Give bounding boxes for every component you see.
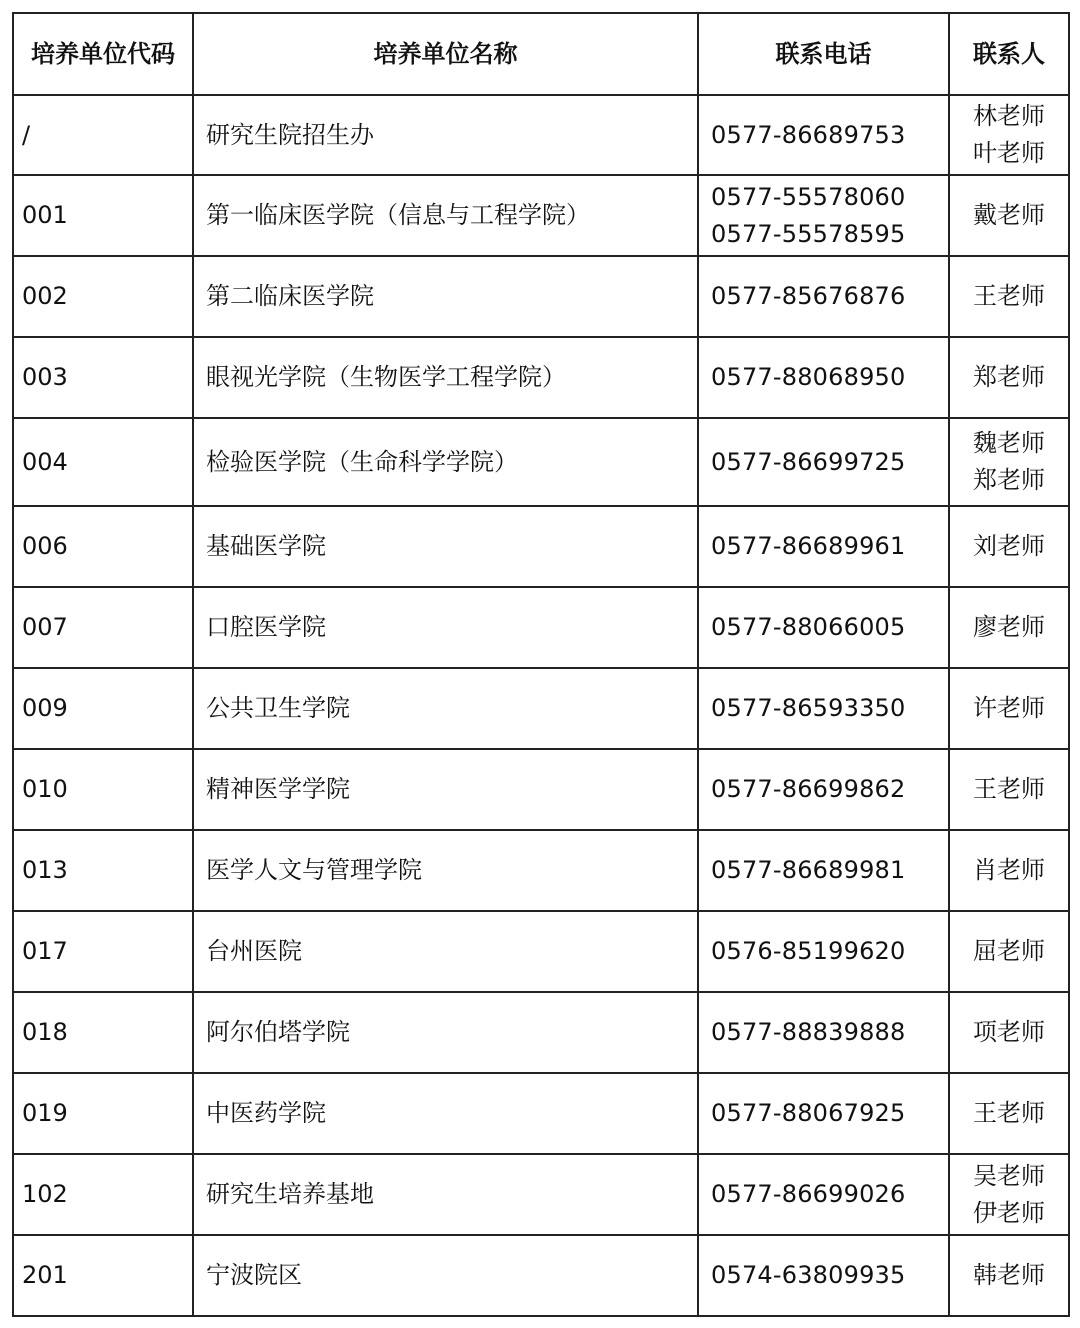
contact-person-name: 韩老师 [973, 1261, 1045, 1289]
unit-code-cell: 004 [13, 418, 193, 506]
contact-person-name: 魏老师 [973, 429, 1045, 457]
table-row [13, 337, 1069, 418]
phone-number: 0577-86689753 [711, 120, 906, 149]
contact-person-name: 林老师 [973, 102, 1045, 130]
phone-cell [698, 1154, 949, 1235]
unit-code-cell: / [13, 95, 193, 175]
contact-person-cell [949, 506, 1069, 587]
unit-name-cell: 公共卫生学院 [193, 668, 698, 749]
unit-code-cell: 013 [13, 830, 193, 911]
contact-person-name: 伊老师 [973, 1198, 1045, 1227]
unit-code-cell: 010 [13, 749, 193, 830]
table-row [13, 668, 1069, 749]
contact-person-name: 王老师 [973, 1099, 1045, 1127]
phone-cell [698, 418, 949, 506]
unit-name-cell: 研究生培养基地 [193, 1154, 698, 1235]
contact-person-name: 叶老师 [973, 139, 1045, 167]
contact-person-cell [949, 256, 1069, 337]
contact-table [12, 12, 1070, 1317]
unit-code-cell: 006 [13, 506, 193, 587]
table-row [13, 1154, 1069, 1235]
phone-number: 0577-86689981 [711, 856, 906, 884]
contact-person-cell [949, 418, 1069, 506]
table-body [13, 95, 1069, 1316]
phone-number: 0577-86699725 [711, 447, 906, 476]
unit-name-cell: 眼视光学院（生物医学工程学院） [193, 337, 698, 418]
header-phone: 联系电话 [698, 13, 949, 95]
phone-number: 0577-88067925 [711, 1099, 906, 1127]
unit-code-cell: 002 [13, 256, 193, 337]
unit-name-cell: 精神医学学院 [193, 749, 698, 830]
phone-cell [698, 1235, 949, 1316]
table-row [13, 830, 1069, 911]
table-row [13, 175, 1069, 256]
contact-person-name: 屈老师 [973, 937, 1045, 965]
contact-person-name: 郑老师 [973, 363, 1045, 391]
contact-person-cell [949, 175, 1069, 256]
phone-cell [698, 175, 949, 256]
contact-person-cell [949, 1154, 1069, 1235]
header-unit-name: 培养单位名称 [193, 13, 698, 95]
unit-code-cell: 009 [13, 668, 193, 749]
table-row [13, 1073, 1069, 1154]
contact-person-cell [949, 337, 1069, 418]
phone-number: 0577-88066005 [711, 613, 906, 641]
unit-name-cell: 宁波院区 [193, 1235, 698, 1316]
contact-person-name: 吴老师 [973, 1161, 1045, 1190]
table-row [13, 587, 1069, 668]
phone-number: 0577-88839888 [711, 1018, 906, 1046]
contact-person-name: 肖老师 [973, 856, 1045, 884]
table-row [13, 506, 1069, 587]
unit-name-cell: 阿尔伯塔学院 [193, 992, 698, 1073]
phone-cell [698, 830, 949, 911]
contact-person-name: 刘老师 [973, 532, 1045, 560]
contact-person-name: 王老师 [973, 775, 1045, 803]
phone-number: 0577-85676876 [711, 282, 906, 310]
phone-cell [698, 911, 949, 992]
contact-person-cell [949, 992, 1069, 1073]
contact-person-name: 项老师 [973, 1018, 1045, 1046]
unit-name-cell: 第二临床医学院 [193, 256, 698, 337]
phone-cell [698, 256, 949, 337]
contact-person-name: 郑老师 [973, 466, 1045, 494]
phone-number: 0576-85199620 [711, 937, 906, 965]
phone-cell [698, 587, 949, 668]
table-header-row [13, 13, 1069, 95]
unit-code-cell: 201 [13, 1235, 193, 1316]
contact-person-cell [949, 911, 1069, 992]
table-row [13, 418, 1069, 506]
phone-number: 0577-86593350 [711, 694, 906, 722]
phone-cell [698, 1073, 949, 1154]
table-row [13, 992, 1069, 1073]
contact-person-cell [949, 749, 1069, 830]
unit-name-cell: 基础医学院 [193, 506, 698, 587]
phone-cell [698, 506, 949, 587]
unit-code-cell: 017 [13, 911, 193, 992]
phone-number: 0574-63809935 [711, 1261, 906, 1289]
phone-cell [698, 337, 949, 418]
unit-code-cell: 003 [13, 337, 193, 418]
header-unit-code: 培养单位代码 [13, 13, 193, 95]
unit-name-cell: 口腔医学院 [193, 587, 698, 668]
contact-person-cell [949, 95, 1069, 175]
phone-cell [698, 668, 949, 749]
unit-code-cell: 102 [13, 1154, 193, 1235]
contact-person-cell [949, 668, 1069, 749]
table-row [13, 1235, 1069, 1316]
phone-cell [698, 992, 949, 1073]
unit-name-cell: 研究生院招生办 [193, 95, 698, 175]
phone-number: 0577-86689961 [711, 532, 906, 560]
phone-number: 0577-55578060 [711, 182, 906, 211]
contact-person-name: 廖老师 [973, 613, 1045, 641]
contact-person-cell [949, 830, 1069, 911]
unit-name-cell: 台州医院 [193, 911, 698, 992]
unit-name-cell: 中医药学院 [193, 1073, 698, 1154]
table-row [13, 749, 1069, 830]
phone-number: 0577-55578595 [711, 219, 906, 248]
table-row [13, 256, 1069, 337]
unit-name-cell: 医学人文与管理学院 [193, 830, 698, 911]
contact-person-cell [949, 587, 1069, 668]
contact-person-cell [949, 1073, 1069, 1154]
unit-name-cell: 第一临床医学院（信息与工程学院） [193, 175, 698, 256]
phone-cell [698, 749, 949, 830]
phone-number: 0577-86699026 [711, 1180, 906, 1208]
unit-name-cell: 检验医学院（生命科学学院） [193, 418, 698, 506]
contact-person-name: 王老师 [973, 282, 1045, 310]
unit-code-cell: 001 [13, 175, 193, 256]
phone-cell [698, 95, 949, 175]
contact-person-name: 戴老师 [973, 201, 1045, 229]
header-contact-person: 联系人 [949, 13, 1069, 95]
contact-person-cell [949, 1235, 1069, 1316]
unit-code-cell: 019 [13, 1073, 193, 1154]
phone-number: 0577-86699862 [711, 775, 906, 803]
table-row [13, 911, 1069, 992]
unit-code-cell: 007 [13, 587, 193, 668]
contact-person-name: 许老师 [973, 694, 1045, 722]
table-row [13, 95, 1069, 175]
unit-code-cell: 018 [13, 992, 193, 1073]
phone-number: 0577-88068950 [711, 363, 906, 391]
